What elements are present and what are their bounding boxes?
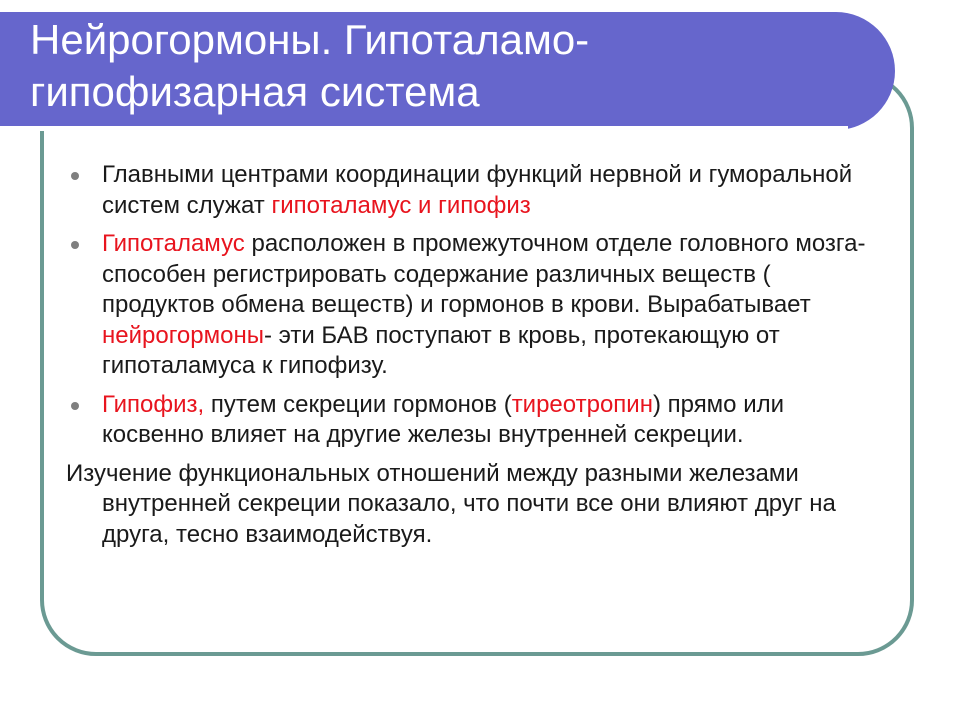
slide-title (30, 14, 850, 118)
bullet-text: путем секреции гормонов ( (204, 390, 512, 418)
title-line-1: Нейрогормоны. Гипоталамо- (30, 16, 590, 63)
highlight-text: тиреотропин (511, 390, 653, 418)
bullet-text: Главными центрами координации функций нервной и гуморальной систем служат (102, 161, 853, 219)
title-line-2: гипофизарная система (30, 68, 480, 115)
summary-paragraph: Изучение функциональных отношений между разными железами внутренней секреции показало, что почти все они влияют друг на друга, тесно взаимодействуя. (66, 459, 836, 548)
bullet-dot-icon (71, 172, 79, 180)
bullet-text: - эти БАВ поступают в кровь, протекающую от гипоталамуса к гипофизу. (102, 321, 780, 379)
highlight-text: нейрогормоны (102, 321, 264, 349)
bullet-dot-icon (71, 241, 79, 249)
bullet-item-2 (66, 229, 866, 382)
highlight-text: Гипофиз, (102, 390, 205, 418)
title-underline (0, 126, 848, 131)
bullet-text: ) прямо или косвенно влияет на другие железы внутренней секреции. (102, 390, 785, 448)
bullet-item-3 (66, 390, 866, 451)
bullet-dot-icon (71, 402, 79, 410)
highlight-text: Гипоталамус (102, 230, 245, 257)
bullet-text: расположен в промежуточном отделе головного мозга- способен регистрировать содержание различных веществ ( продуктов обмена веществ) и гормонов в крови. Вырабатывает (102, 230, 866, 318)
bullet-item-1 (66, 160, 866, 221)
highlight-text: гипоталамус и гипофиз (271, 191, 531, 219)
slide-body (66, 160, 866, 550)
